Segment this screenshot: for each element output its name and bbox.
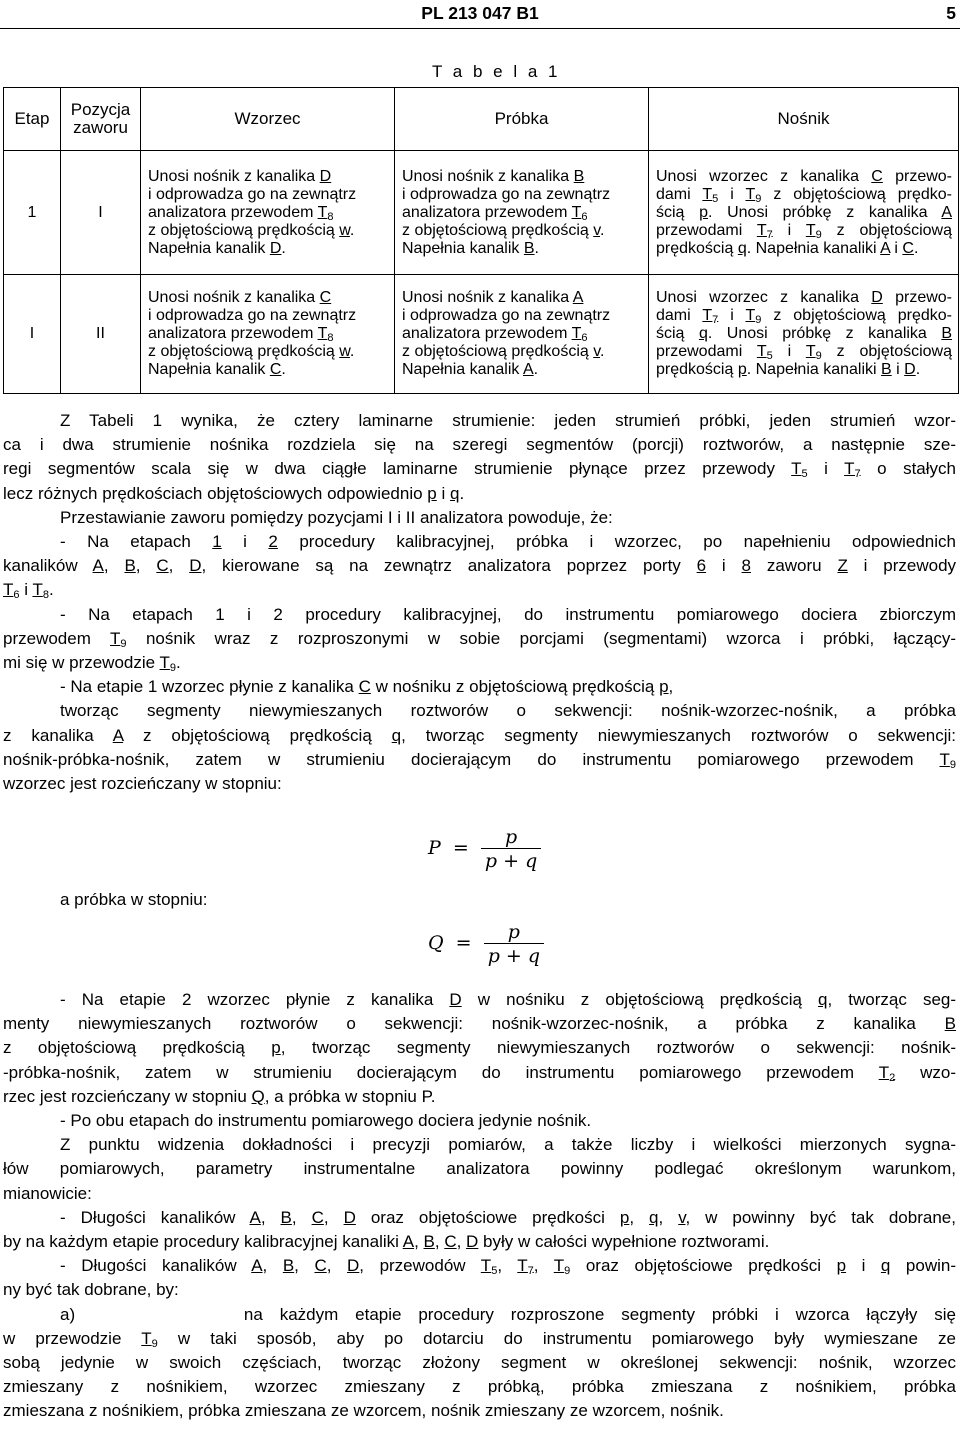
table-caption: T a b e l a 1: [432, 62, 561, 81]
page-number: 5: [946, 3, 956, 23]
body-text: [3, 409, 956, 796]
header-nosnik: Nośnik: [649, 88, 959, 151]
paragraph: - Po obu etapach do instrumentu pomiarowego dociera jedynie nośnik.: [60, 1111, 592, 1131]
cell-probka: Unosi nośnik z kanalika A i odprowadza go na zewnątrz analizatora przewodem $T_6$ z objętościową prędkością v. Napełnia kanalik A.: [395, 275, 649, 394]
body-text-continued: [3, 988, 956, 1424]
paragraph: - Na etapie 2 wzorzec płynie z kanalika D w nośniku z objętościową prędkością q, tworząc seg- menty niewymieszanych roztworów o sekwencji: nośnik-wzorzec-nośnik, a próbka z kanalika B z objętościową prędkością p, tworząc segmenty niewymieszanych roztworów o sekwencji: nośnik- -próbka-nośnik, zatem w strumieniu docierającym do instrumentu pomiarowego przewodem $T_2$ wzo- rzec jest rozcieńczany w stopniu Q, a próbka w stopniu P.: [3, 990, 957, 1106]
cell-nosnik: Unosi wzorzec z kanalika D przewo- dami $T_7$ i $T_9$ z objętościową prędko- ścią q. Unosi próbkę z kanalika B przewodami $T_5$ i $T_9$ z objętościową prędkością p. Napełnia kanaliki B i D.: [649, 275, 959, 394]
cell-wzorzec: Unosi nośnik z kanalika C i odprowadza go na zewnątrz analizatora przewodem $T_8$ z objętościową prędkością w. Napełnia kanalik C.: [141, 275, 395, 394]
paragraph: Z punktu widzenia dokładności i precyzji pomiarów, a także liczby i wielkości mierzonych sygna- łów pomiarowych, parametry instrumentalne analizatora powinny podlegać określonym warunkom, mianowicie:: [3, 1135, 956, 1203]
paragraph: - Na etapie 1 wzorzec płynie z kanalika C w nośniku z objętościową prędkością p, tworząc segmenty niewymieszanych roztworów o sekwencji: nośnik-wzorzec-nośnik, a próbka z kanalika A z objętościową prędkością q, tworząc segmenty niewymieszanych roztworów o sekwencji: nośnik-próbka-nośnik, zatem w strumieniu docierającym do instrumentu pomiarowego przewodem $T_9$ wzorzec jest rozcieńczany w stopniu:: [3, 677, 957, 794]
cell-etap: 1: [4, 151, 61, 275]
formula-p: P = $\frac{p}{p + q}$: [428, 826, 541, 872]
header-wzorzec: Wzorzec: [141, 88, 395, 151]
document-number: PL 213 047 B1: [421, 3, 539, 23]
header-rule: [0, 28, 960, 29]
cell-probka: Unosi nośnik z kanalika B i odprowadza go na zewnątrz analizatora przewodem $T_6$ z objętościową prędkością v. Napełnia kanalik B.: [395, 151, 649, 275]
cell-pozycja: I: [61, 151, 141, 275]
formula-label: a próbka w stopniu:: [60, 890, 208, 909]
page-header: [0, 0, 960, 30]
paragraph: Przestawianie zaworu pomiędzy pozycjami I i II analizatora powoduje, że: - Na etapach 1 i 2 procedury kalibracyjnej, próbka i wzorzec, po napełnieniu odpowiednich kanalików A, B, C, D, kierowane są na zewnątrz analizatora poprzez porty 6 i 8 zaworu Z i przewody $T_6$ i $T_8$.: [3, 507, 957, 602]
paragraph: a) na każdym etapie procedury rozproszone segmenty próbki i wzorca łączyły się w przewodzie $T_9$ w taki sposób, aby po dotarciu do instrumentu pomiarowego były wymieszane ze sobą jedynie w swoich częściach, tworząc złożony segment w określonej sekwencji: nośnik, wzorzec zmieszany z nośnikiem, wzorzec zmieszany z próbką, próbka zmieszana z nośnikiem, próbka zmieszana z nośnikiem, próbka zmieszana ze wzorcem, nośnik zmieszany ze wzorcem, nośnik.: [3, 1304, 956, 1421]
table-1: [3, 87, 959, 394]
header-pozycja-zaworu: Pozycja zaworu: [61, 88, 141, 151]
header-probka: Próbka: [395, 88, 649, 151]
paragraph: - Długości kanalików A, B, C, D, przewodów $T_5$, $T_7$, $T_9$ oraz objętościowe prędkości p i q powin- ny być tak dobrane, by:: [3, 1256, 957, 1300]
formula-q: Q = $\frac{p}{p + q}$: [428, 921, 544, 967]
paragraph: Z Tabeli 1 wynika, że cztery laminarne strumienie: jeden strumień próbki, jeden strumień wzor- ca i dwa strumienie nośnika rozdziela się na szeregi segmentów (porcji) roztworów, a następnie sze- regi segmentów scala się w dwa ciągłe laminarne strumienie płynące przez przewody $T_5$ i $T_7$ o stałych lecz różnych prędkościach objętościowych odpowiednio p i q.: [3, 411, 956, 503]
cell-nosnik: Unosi wzorzec z kanalika C przewo- dami $T_5$ i $T_9$ z objętościową prędko- ścią p. Unosi próbkę z kanalika A przewodami $T_7$ i $T_9$ z objętościową prędkością q. Napełnia kanaliki A i C.: [649, 151, 959, 275]
paragraph: - Długości kanalików A, B, C, D oraz objętościowe prędkości p, q, v, w powinny być tak dobrane, by na każdym etapie procedury kalibracyjnej kanaliki A, B, C, D były w całości wypełnione roztworami.: [3, 1207, 956, 1252]
table-row: [4, 151, 959, 275]
cell-pozycja: II: [61, 275, 141, 394]
table-header-row: [4, 88, 959, 151]
cell-etap: I: [4, 275, 61, 394]
paragraph: - Na etapach 1 i 2 procedury kalibracyjnej, do instrumentu pomiarowego dociera zbiorczym przewodem $T_9$ nośnik wraz z rozproszonymi w sobie porcjami (segmentami) wzorca i próbki, łączący- mi się w przewodzie $T_9$.: [3, 604, 956, 675]
cell-wzorzec: Unosi nośnik z kanalika D i odprowadza go na zewnątrz analizatora przewodem $T_8$ z objętościową prędkością w. Napełnia kanalik D.: [141, 151, 395, 275]
table-row: [4, 275, 959, 394]
header-etap: Etap: [4, 88, 61, 151]
